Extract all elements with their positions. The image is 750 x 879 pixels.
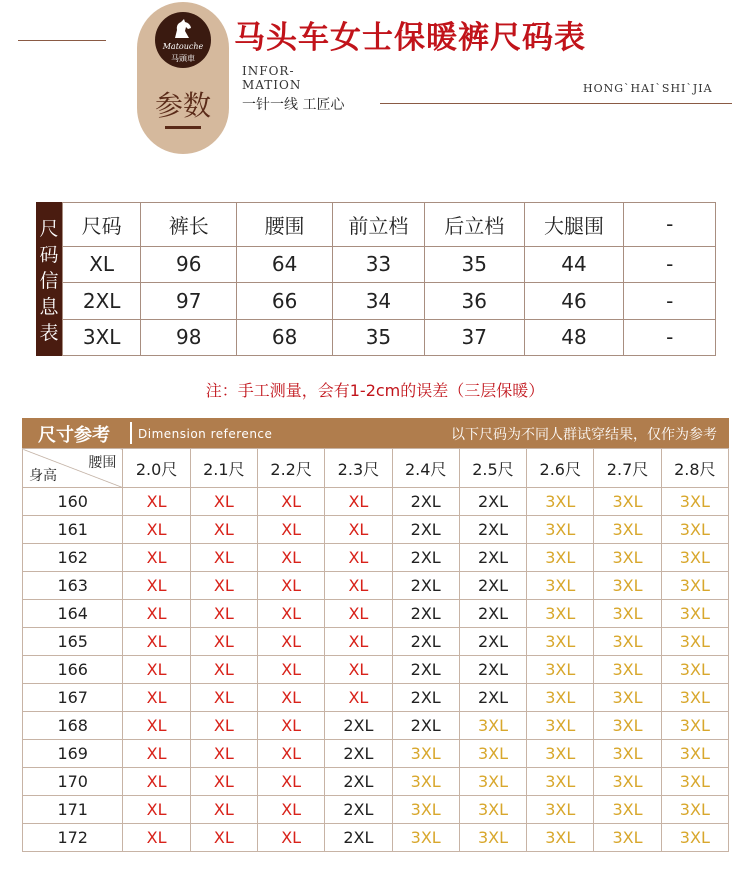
size-cell: XL (257, 684, 324, 712)
size-cell: 3XL (594, 628, 661, 656)
size-cell: 3XL (527, 768, 594, 796)
waist-header-cell: 2.5尺 (459, 449, 526, 488)
height-cell: 171 (23, 796, 123, 824)
table-row (23, 488, 729, 516)
waist-header-cell: 2.8尺 (661, 449, 728, 488)
header-divider-left (18, 40, 106, 41)
corner-waist-label: 腰围 (88, 455, 117, 471)
size-info-table (36, 202, 716, 356)
height-cell: 164 (23, 600, 123, 628)
size-info-grid (62, 202, 716, 356)
size-cell: 3XL (594, 824, 661, 852)
size-cell: 3XL (527, 628, 594, 656)
size-cell: XL (257, 600, 324, 628)
size-cell: 2XL (392, 516, 459, 544)
size-cell: 2XL (325, 796, 392, 824)
size-cell: XL (325, 544, 392, 572)
size-cell: XL (190, 796, 257, 824)
size-cell: 3XL (392, 824, 459, 852)
size-cell: XL (123, 768, 190, 796)
size-cell: 2XL (459, 628, 526, 656)
table-row (23, 768, 729, 796)
brand-logo (155, 12, 211, 68)
size-cell: 2XL (392, 712, 459, 740)
height-cell: 169 (23, 740, 123, 768)
size-cell: 3XL (527, 796, 594, 824)
size-info-cell: 33 (332, 246, 424, 282)
table-row (23, 740, 729, 768)
size-info-cell: 68 (237, 319, 333, 355)
size-cell: 3XL (459, 768, 526, 796)
height-cell: 163 (23, 572, 123, 600)
size-info-cell: 36 (424, 283, 524, 319)
height-cell: 166 (23, 656, 123, 684)
size-info-header-cell: 大腿围 (524, 203, 624, 247)
side-label-char: 息 (39, 296, 59, 318)
table-row (23, 712, 729, 740)
size-cell: 3XL (459, 712, 526, 740)
size-cell: 3XL (661, 628, 728, 656)
side-label-char: 表 (39, 322, 59, 344)
size-cell: XL (123, 796, 190, 824)
size-info-row (63, 283, 716, 319)
size-cell: XL (190, 516, 257, 544)
size-cell: XL (257, 740, 324, 768)
size-cell: 3XL (527, 488, 594, 516)
size-cell: XL (123, 516, 190, 544)
size-cell: XL (190, 488, 257, 516)
height-cell: 167 (23, 684, 123, 712)
size-cell: XL (257, 488, 324, 516)
reference-title: 尺寸参考 (38, 425, 110, 446)
size-info-header-cell: 裤长 (141, 203, 237, 247)
size-info-cell: 46 (524, 283, 624, 319)
corner-height-label: 身高 (29, 468, 57, 484)
size-cell: XL (325, 656, 392, 684)
size-cell: 3XL (594, 488, 661, 516)
size-cell: 3XL (661, 600, 728, 628)
size-cell: 3XL (459, 824, 526, 852)
size-cell: 3XL (459, 796, 526, 824)
information-line-2: MATION (242, 78, 302, 92)
size-cell: XL (190, 740, 257, 768)
size-cell: 3XL (527, 684, 594, 712)
size-cell: 3XL (594, 516, 661, 544)
size-cell: XL (325, 628, 392, 656)
size-info-cell: 48 (524, 319, 624, 355)
size-cell: XL (325, 600, 392, 628)
size-cell: XL (257, 796, 324, 824)
logo-chinese: 马頭車 (171, 54, 195, 63)
waist-header-cell: 2.0尺 (123, 449, 190, 488)
size-cell: 3XL (661, 656, 728, 684)
size-info-header-cell: 前立档 (332, 203, 424, 247)
size-cell: XL (123, 488, 190, 516)
size-cell: 2XL (325, 712, 392, 740)
size-cell: 3XL (594, 740, 661, 768)
size-cell: XL (190, 628, 257, 656)
size-info-cell: 34 (332, 283, 424, 319)
side-label-char: 尺 (39, 218, 59, 240)
reference-disclaimer: 以下尺码为不同人群试穿结果，仅作为参考 (451, 427, 717, 443)
size-cell: XL (257, 824, 324, 852)
size-cell: 2XL (392, 628, 459, 656)
size-cell: 3XL (527, 600, 594, 628)
size-info-cell: XL (63, 246, 141, 282)
size-cell: 3XL (459, 740, 526, 768)
size-info-side-label (36, 202, 62, 356)
size-cell: 3XL (392, 796, 459, 824)
size-cell: 3XL (661, 712, 728, 740)
size-info-cell: 37 (424, 319, 524, 355)
reference-grid (22, 448, 729, 852)
size-info-cell: 96 (141, 246, 237, 282)
size-cell: XL (257, 544, 324, 572)
size-info-cell: 64 (237, 246, 333, 282)
size-cell: 2XL (459, 684, 526, 712)
size-cell: 2XL (392, 572, 459, 600)
size-info-cell: 3XL (63, 319, 141, 355)
size-cell: 3XL (527, 824, 594, 852)
size-info-row (63, 246, 716, 282)
size-cell: 2XL (459, 656, 526, 684)
size-cell: XL (325, 684, 392, 712)
size-cell: XL (257, 516, 324, 544)
waist-header-cell: 2.3尺 (325, 449, 392, 488)
size-cell: 3XL (594, 684, 661, 712)
size-cell: XL (325, 516, 392, 544)
size-cell: XL (257, 572, 324, 600)
waist-header-cell: 2.6尺 (527, 449, 594, 488)
size-cell: XL (190, 600, 257, 628)
size-cell: XL (123, 544, 190, 572)
side-label-char: 信 (39, 270, 59, 292)
table-row (23, 628, 729, 656)
table-row (23, 796, 729, 824)
badge-label: 参数 (154, 89, 211, 122)
size-cell: 3XL (661, 572, 728, 600)
side-label-char: 码 (39, 244, 59, 266)
size-info-cell: - (624, 246, 716, 282)
height-cell: 170 (23, 768, 123, 796)
size-cell: XL (190, 824, 257, 852)
reference-separator (130, 422, 132, 444)
size-info-header-row (63, 203, 716, 247)
size-cell: 2XL (459, 488, 526, 516)
size-cell: 2XL (459, 572, 526, 600)
size-cell: XL (190, 712, 257, 740)
size-cell: 3XL (392, 768, 459, 796)
size-cell: 2XL (459, 544, 526, 572)
size-info-row (63, 319, 716, 355)
size-cell: XL (190, 544, 257, 572)
size-cell: 3XL (661, 796, 728, 824)
size-cell: XL (325, 572, 392, 600)
size-cell: 2XL (392, 656, 459, 684)
size-info-header-cell: 腰围 (237, 203, 333, 247)
size-info-cell: 35 (424, 246, 524, 282)
size-cell: XL (190, 656, 257, 684)
size-info-cell: 35 (332, 319, 424, 355)
table-row (23, 600, 729, 628)
size-cell: 2XL (392, 544, 459, 572)
table-row (23, 516, 729, 544)
table-row (23, 572, 729, 600)
size-cell: XL (123, 824, 190, 852)
table-row (23, 684, 729, 712)
size-cell: 2XL (459, 516, 526, 544)
size-info-header-cell: - (624, 203, 716, 247)
logo-english: Matouche (162, 42, 204, 51)
reference-waist-row (23, 449, 729, 488)
reference-corner-cell (23, 449, 123, 488)
size-cell: 3XL (527, 656, 594, 684)
size-cell: 3XL (661, 516, 728, 544)
size-info-cell: 2XL (63, 283, 141, 319)
table-row (23, 656, 729, 684)
size-cell: 3XL (594, 796, 661, 824)
size-cell: 3XL (594, 600, 661, 628)
size-cell: XL (123, 684, 190, 712)
size-cell: XL (123, 628, 190, 656)
size-cell: 3XL (661, 684, 728, 712)
size-cell: XL (190, 684, 257, 712)
page-title: 马头车女士保暖裤尺码表 (234, 20, 586, 56)
size-info-cell: 44 (524, 246, 624, 282)
information-line-1: INFOR- (242, 64, 295, 78)
size-cell: XL (257, 628, 324, 656)
slogan: 一针一线 工匠心 (242, 97, 345, 113)
size-cell: 3XL (527, 712, 594, 740)
size-cell: 2XL (392, 488, 459, 516)
measurement-note: 注：手工测量，会有1-2cm的误差（三层保暖） (205, 381, 545, 400)
height-cell: 165 (23, 628, 123, 656)
table-row (23, 824, 729, 852)
size-cell: XL (123, 600, 190, 628)
size-cell: 2XL (325, 824, 392, 852)
size-cell: 3XL (661, 488, 728, 516)
size-cell: 3XL (527, 572, 594, 600)
page-header (0, 0, 750, 170)
size-info-cell: 98 (141, 319, 237, 355)
size-cell: 3XL (527, 516, 594, 544)
size-cell: 2XL (392, 684, 459, 712)
size-cell: 3XL (594, 544, 661, 572)
size-cell: XL (123, 572, 190, 600)
size-cell: 3XL (594, 656, 661, 684)
size-cell: XL (257, 768, 324, 796)
size-cell: 3XL (594, 712, 661, 740)
height-cell: 162 (23, 544, 123, 572)
size-cell: 2XL (325, 768, 392, 796)
height-cell: 160 (23, 488, 123, 516)
table-row (23, 544, 729, 572)
size-cell: XL (325, 488, 392, 516)
height-cell: 172 (23, 824, 123, 852)
size-info-cell: 66 (237, 283, 333, 319)
size-info-cell: - (624, 283, 716, 319)
size-cell: XL (190, 572, 257, 600)
height-cell: 168 (23, 712, 123, 740)
size-cell: 3XL (661, 824, 728, 852)
header-divider-right (380, 103, 732, 104)
waist-header-cell: 2.1尺 (190, 449, 257, 488)
size-cell: 3XL (594, 572, 661, 600)
brand-pinyin: HONG`HAI`SHI`JIA (583, 82, 713, 95)
size-cell: XL (123, 656, 190, 684)
reference-header-bar (22, 418, 729, 448)
size-cell: 2XL (459, 600, 526, 628)
size-cell: XL (257, 656, 324, 684)
waist-header-cell: 2.7尺 (594, 449, 661, 488)
size-info-cell: - (624, 319, 716, 355)
horse-icon (171, 18, 195, 40)
information-label (242, 64, 301, 92)
size-cell: 2XL (392, 600, 459, 628)
size-cell: 3XL (527, 544, 594, 572)
size-cell: 3XL (661, 768, 728, 796)
reference-subtitle: Dimension reference (138, 427, 273, 441)
size-cell: 3XL (661, 544, 728, 572)
size-cell: 3XL (661, 740, 728, 768)
size-cell: XL (257, 712, 324, 740)
size-cell: XL (123, 740, 190, 768)
size-info-header-cell: 后立档 (424, 203, 524, 247)
size-cell: XL (190, 768, 257, 796)
waist-header-cell: 2.2尺 (257, 449, 324, 488)
size-info-cell: 97 (141, 283, 237, 319)
badge-underline (165, 126, 201, 129)
size-info-header-cell: 尺码 (63, 203, 141, 247)
size-cell: 2XL (325, 740, 392, 768)
size-reference-table (22, 418, 729, 852)
param-badge (137, 2, 229, 154)
height-cell: 161 (23, 516, 123, 544)
size-cell: XL (123, 712, 190, 740)
waist-header-cell: 2.4尺 (392, 449, 459, 488)
size-cell: 3XL (392, 740, 459, 768)
size-cell: 3XL (527, 740, 594, 768)
size-cell: 3XL (594, 768, 661, 796)
